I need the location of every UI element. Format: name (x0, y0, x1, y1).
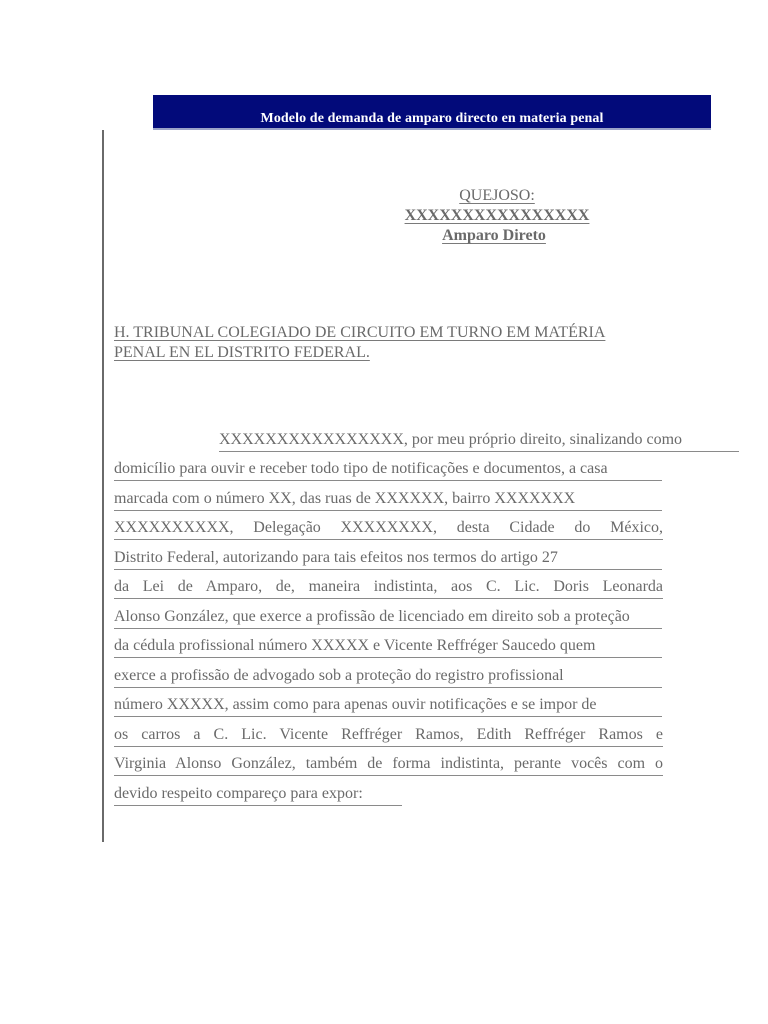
body-line: XXXXXXXXXX, Delegação XXXXXXXX, desta Cidade do México, (114, 518, 663, 540)
body-line: Virginia Alonso González, também de forma indistinta, perante vocês com o (114, 754, 663, 776)
body-line: número XXXXX, assim como para apenas ouvir notificações e se impor de (114, 695, 662, 717)
case-caption (392, 186, 602, 246)
document-title: Modelo de demanda de amparo directo en materia penal (260, 111, 604, 126)
body-line: XXXXXXXXXXXXXXXX, por meu próprio direito, sinalizando como (219, 430, 739, 452)
body-line: da cédula profissional número XXXXX e Vicente Reffréger Saucedo quem (114, 636, 662, 658)
addressee-line-2: PENAL EN EL DISTRITO FEDERAL. (114, 344, 370, 361)
quejoso-label: QUEJOSO: (459, 187, 535, 204)
body-line: Alonso González, que exerce a profissão de licenciado em direito sob a proteção (114, 607, 662, 629)
body-line: domicílio para ouvir e receber todo tipo de notificações e documentos, a casa (114, 459, 662, 481)
addressee-line-1: H. TRIBUNAL COLEGIADO DE CIRCUITO EM TURNO EM MATÉRIA (114, 324, 606, 341)
body-line: devido respeito compareço para expor: (114, 784, 402, 806)
body-line: da Lei de Amparo, de, maneira indistinta, aos C. Lic. Doris Leonarda (114, 577, 663, 599)
header-banner (153, 95, 711, 130)
margin-rule (102, 130, 104, 842)
body-line: exerce a profissão de advogado sob a proteção do registro profissional (114, 666, 662, 688)
body-line: marcada com o número XX, das ruas de XXXXXX, bairro XXXXXXX (114, 489, 662, 511)
body-line: Distrito Federal, autorizando para tais efeitos nos termos do artigo 27 (114, 548, 662, 570)
quejoso-name: XXXXXXXXXXXXXXXX (404, 207, 590, 224)
amparo-type: Amparo Direto (442, 227, 546, 244)
addressee (114, 323, 674, 363)
body-line: os carros a C. Lic. Vicente Reffréger Ramos, Edith Reffréger Ramos e (114, 725, 663, 747)
